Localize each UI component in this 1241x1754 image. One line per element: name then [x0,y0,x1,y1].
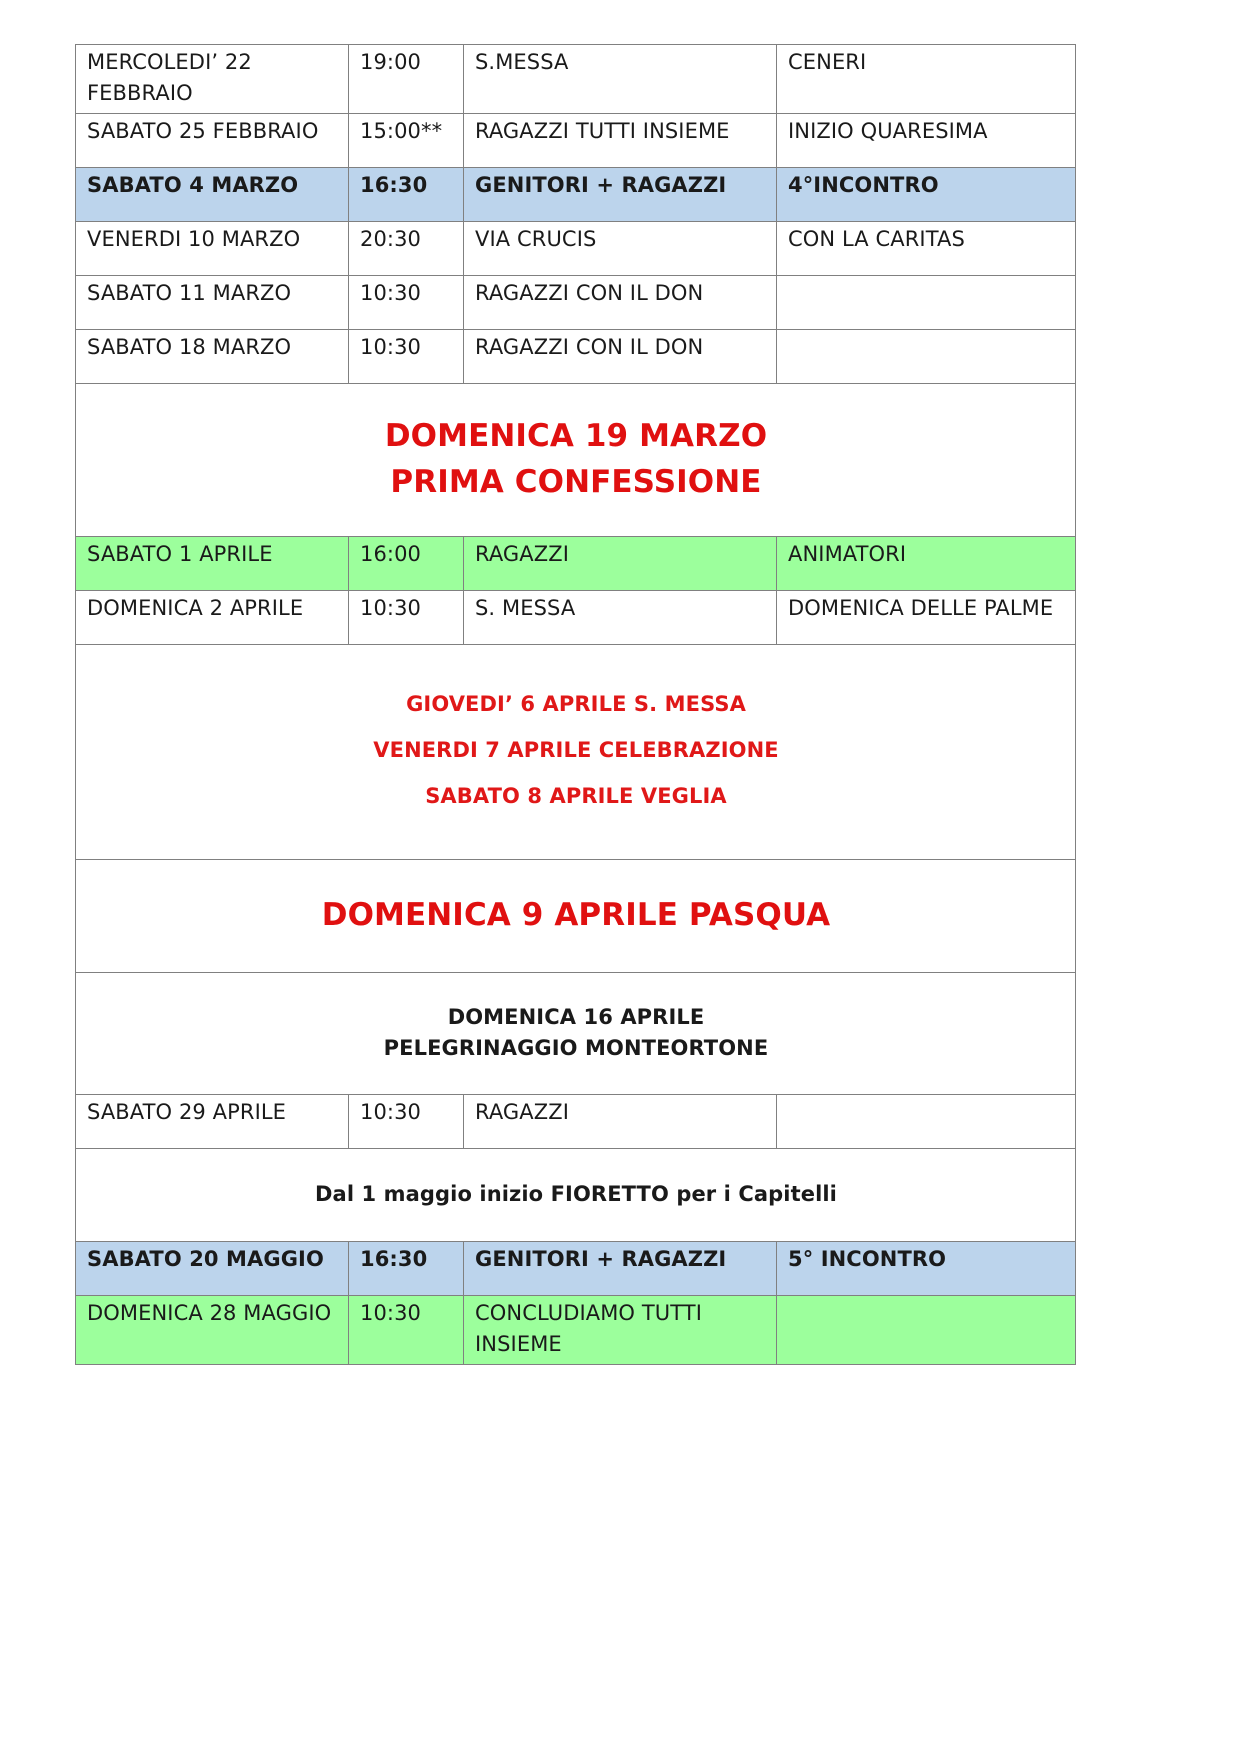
time-cell: 10:30 [349,276,464,330]
easter-title: DOMENICA 9 APRILE PASQUA [321,897,831,933]
activity-cell: GENITORI + RAGAZZI [464,1242,777,1296]
note-cell: 5° INCONTRO [777,1242,1076,1296]
date-cell: SABATO 20 MAGGIO [76,1242,349,1296]
pilgrimage-row [76,973,1076,1095]
date-cell: SABATO 11 MARZO [76,276,349,330]
note-cell [777,276,1076,330]
activity-cell: VIA CRUCIS [464,222,777,276]
time-cell: 10:30 [349,1095,464,1149]
schedule-table [75,44,1076,1365]
confession-cell [76,384,1076,537]
activity-cell: RAGAZZI CON IL DON [464,276,777,330]
confession-title: PRIMA CONFESSIONE [390,464,762,500]
note-cell: DOMENICA DELLE PALME [777,591,1076,645]
activity-cell: CONCLUDIAMO TUTTI INSIEME [464,1296,777,1365]
note-cell [777,1296,1076,1365]
easter-cell [76,860,1076,973]
date-cell: DOMENICA 28 MAGGIO [76,1296,349,1365]
holy-week-cell [76,645,1076,860]
table-row [76,222,1076,276]
activity-cell: RAGAZZI [464,1095,777,1149]
pilgrimage-title: PELEGRINAGGIO MONTEORTONE [383,1035,769,1060]
note-cell: CON LA CARITAS [777,222,1076,276]
time-cell: 19:00 [349,45,464,114]
time-cell: 10:30 [349,1296,464,1365]
pilgrimage-date: DOMENICA 16 APRILE [447,1004,705,1029]
date-cell: SABATO 29 APRILE [76,1095,349,1149]
date-cell: VENERDI 10 MARZO [76,222,349,276]
time-cell: 16:00 [349,537,464,591]
pilgrimage-cell [76,973,1076,1095]
date-cell: SABATO 4 MARZO [76,168,349,222]
table-row [76,591,1076,645]
fioretto-cell [76,1149,1076,1242]
table-row [76,276,1076,330]
activity-cell: S.MESSA [464,45,777,114]
date-cell: SABATO 18 MARZO [76,330,349,384]
note-cell [777,330,1076,384]
note-cell: ANIMATORI [777,537,1076,591]
time-cell: 10:30 [349,330,464,384]
date-cell: SABATO 1 APRILE [76,537,349,591]
activity-cell: RAGAZZI [464,537,777,591]
holy-thursday: GIOVEDI’ 6 APRILE S. MESSA [406,692,746,716]
table-row [76,1242,1076,1296]
activity-cell: S. MESSA [464,591,777,645]
time-cell: 15:00** [349,114,464,168]
table-row [76,114,1076,168]
confession-row [76,384,1076,537]
table-row [76,168,1076,222]
time-cell: 20:30 [349,222,464,276]
table-row [76,45,1076,114]
activity-cell: RAGAZZI CON IL DON [464,330,777,384]
date-cell: MERCOLEDI’ 22 FEBBRAIO [76,45,349,114]
good-friday: VENERDI 7 APRILE CELEBRAZIONE [373,738,779,762]
holy-saturday: SABATO 8 APRILE VEGLIA [425,784,727,808]
activity-cell: RAGAZZI TUTTI INSIEME [464,114,777,168]
table-row [76,330,1076,384]
fioretto-text: Dal 1 maggio inizio FIORETTO per i Capitelli [315,1181,837,1206]
note-cell [777,1095,1076,1149]
table-row [76,1296,1076,1365]
time-cell: 10:30 [349,591,464,645]
note-cell: INIZIO QUARESIMA [777,114,1076,168]
time-cell: 16:30 [349,1242,464,1296]
table-row [76,1095,1076,1149]
fioretto-row [76,1149,1076,1242]
confession-date: DOMENICA 19 MARZO [384,418,768,454]
holy-week-row [76,645,1076,860]
activity-cell: GENITORI + RAGAZZI [464,168,777,222]
table-row [76,537,1076,591]
date-cell: SABATO 25 FEBBRAIO [76,114,349,168]
easter-row [76,860,1076,973]
date-cell: DOMENICA 2 APRILE [76,591,349,645]
note-cell: 4°INCONTRO [777,168,1076,222]
note-cell: CENERI [777,45,1076,114]
time-cell: 16:30 [349,168,464,222]
